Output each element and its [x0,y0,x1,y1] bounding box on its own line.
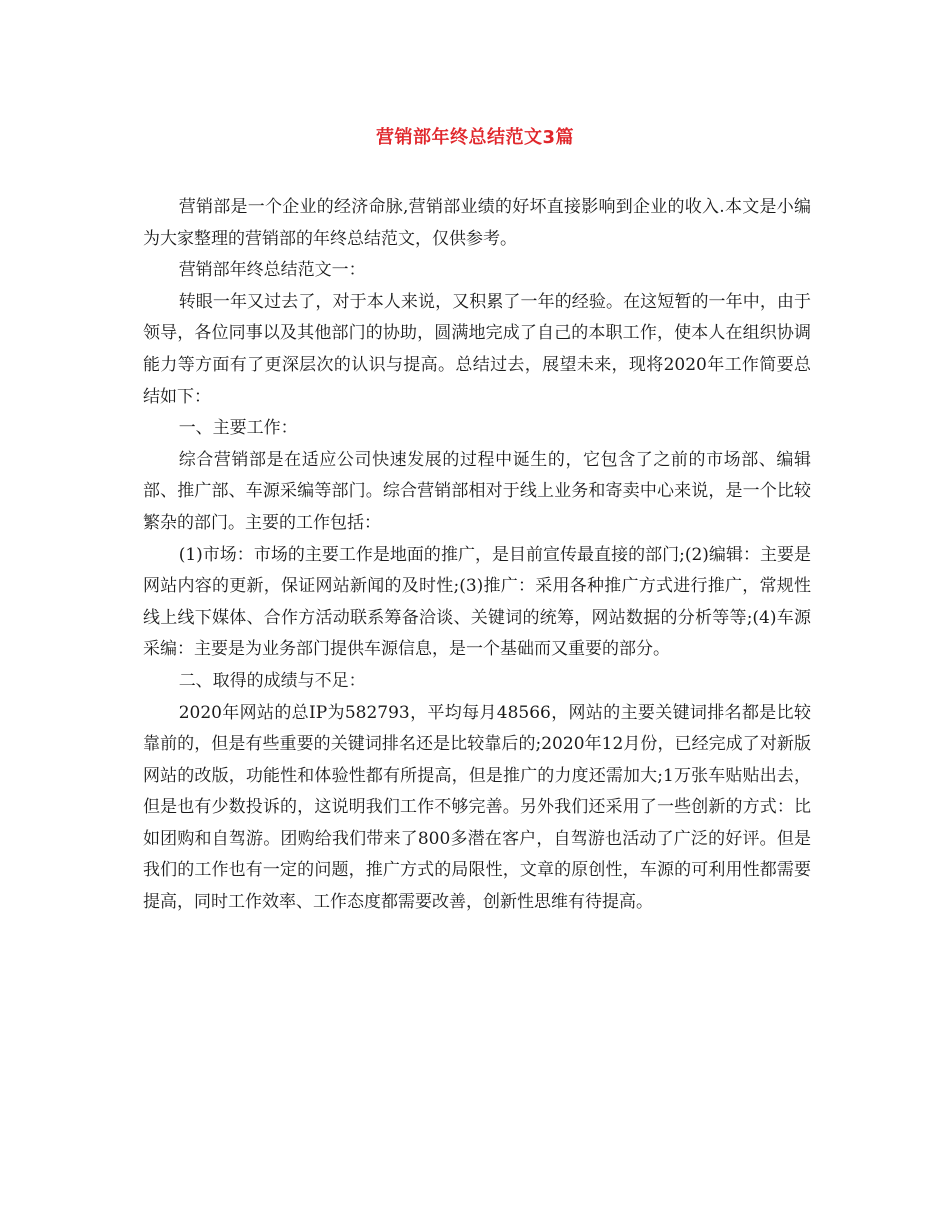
document-body [143,192,811,919]
paragraph-achievements: 2020年网站的总IP为582793，平均每月48566，网站的主要关键词排名都是比较靠前的，但是有些重要的关键词排名还是比较靠后的;2020年12月份，已经完成了对新版网站的改版，功能性和体验性都有所提高，但是推广的力度还需加大;1万张车贴贴出去，但是也有少数投诉的，这说明我们工作不够完善。另外我们还采用了一些创新的方式：比如团购和自驾游。团购给我们带来了800多潜在客户，自驾游也活动了广泛的好评。但是我们的工作也有一定的问题，推广方式的局限性，文章的原创性，车源的可利用性都需要提高，同时工作效率、工作态度都需要改善，创新性思维有待提高。 [143,702,811,913]
document-title: 营销部年终总结范文3篇 [375,127,575,148]
paragraph-department-overview: 综合营销部是在适应公司快速发展的过程中诞生的，它包含了之前的市场部、编辑部、推广部、车源采编等部门。综合营销部相对于线上业务和寄卖中心来说，是一个比较繁杂的部门。主要的工作包括： [143,449,811,533]
paragraph-work-items: (1)市场：市场的主要工作是地面的推广，是目前宣传最直接的部门;(2)编辑：主要是网站内容的更新，保证网站新闻的及时性;(3)推广：采用各种推广方式进行推广，常规性线上线下媒体、合作方活动联系筹备洽谈、关键词的统筹，网站数据的分析等等;(4)车源采编：主要是为业务部门提供车源信息，是一个基础而又重要的部分。 [143,544,811,660]
paragraph-intro: 营销部是一个企业的经济命脉,营销部业绩的好坏直接影响到企业的收入.本文是小编为大家整理的营销部的年终总结范文，仅供参考。 [143,197,811,249]
section-heading-main-work: 一、主要工作： [178,418,298,439]
paragraph-opening: 转眼一年又过去了，对于本人来说，又积累了一年的经验。在这短暂的一年中，由于领导，各位同事以及其他部门的协助，圆满地完成了自己的本职工作，使本人在组织协调能力等方面有了更深层次的认识与提高。总结过去，展望未来，现将2020年工作简要总结如下： [143,291,811,407]
section-heading-achievements: 二、取得的成绩与不足： [178,670,366,691]
paragraph-sample-heading: 营销部年终总结范文一： [178,260,366,281]
